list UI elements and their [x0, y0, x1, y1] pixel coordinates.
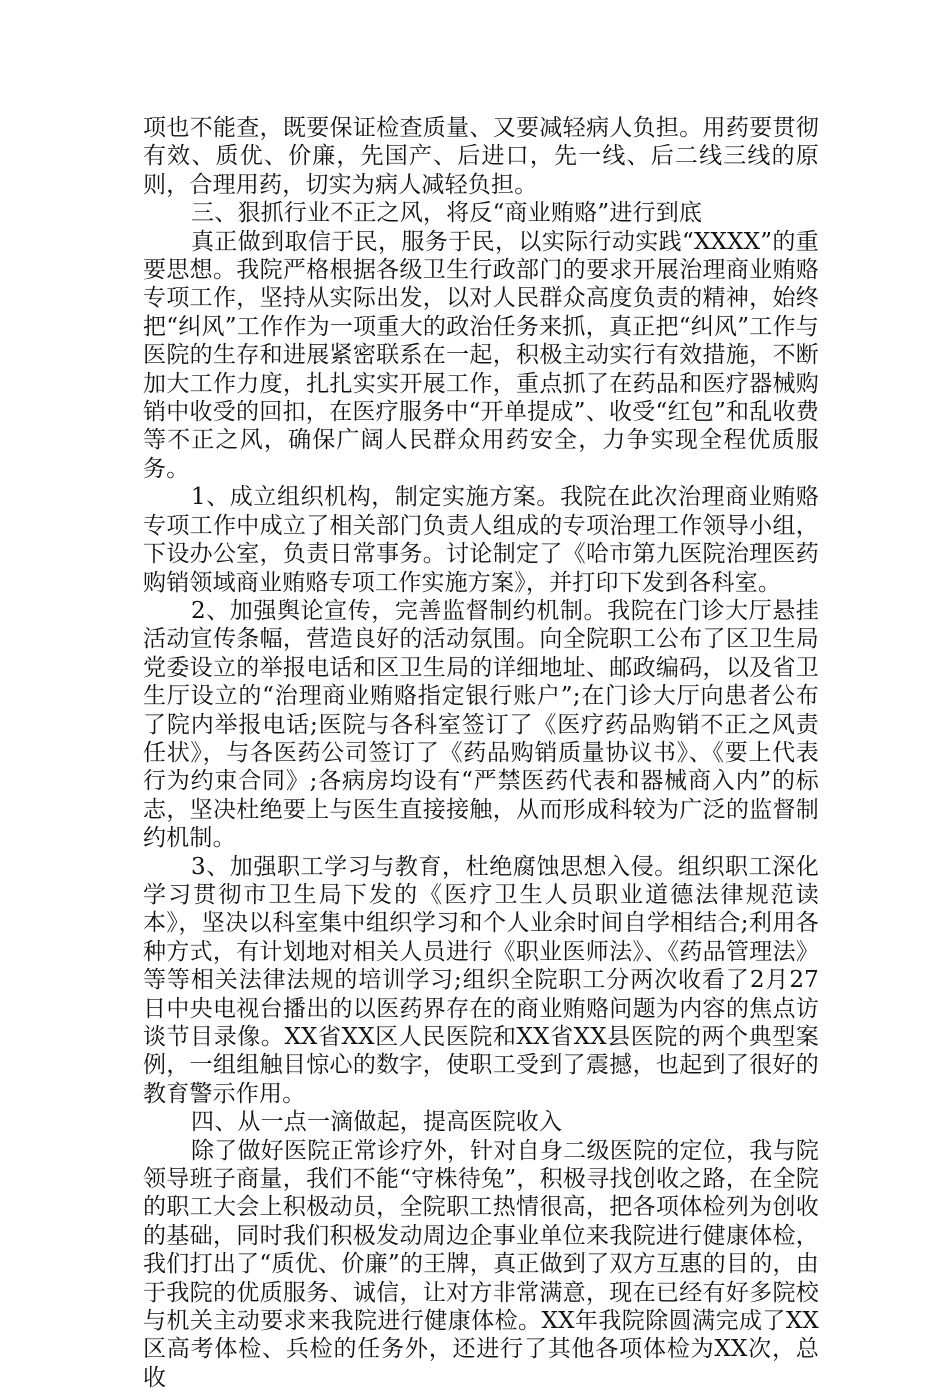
- section-heading-three: 三、狠抓行业不正之风，将反“商业贿赂”进行到底: [191, 200, 703, 227]
- paragraph-anti-bribery: 真正做到取信于民，服务于民，以实际行动实践“XXXX”的重要思想。我院严格根据各级卫生行政部门的要求开展治理商业贿赂专项工作，坚持从实际出发，以对人民群众高度负责的精神，始终把“纠风”工作作为一项重大的政治任务来抓，真正把“纠风”工作与医院的生存和进展紧密联系在一起，积极主动实行有效措施，不断加大工作力度，扎扎实实开展工作，重点抓了在药品和医疗器械购销中收受的回扣，在医疗服务中“开单提成”、收受“红包”和乱收费等不正之风，确保广阔人民群众用药安全，力争实现全程优质服务。: [143, 228, 819, 482]
- paragraph-item-3: 3、加强职工学习与教育，杜绝腐蚀思想入侵。组织职工深化学习贯彻市卫生局下发的《医疗卫生人员职业道德法律规范读本》，坚决以科室集中组织学习和个人业余时间自学相结合;利用各种方式，有计划地对相关人员进行《职业医师法》、《药品管理法》等等相关法律法规的培训学习;组织全院职工分两次收看了2月27日中央电视台播出的以医药界存在的商业贿赂问题为内容的焦点访谈节目录像。XX省XX区人民医院和XX省XX县医院的两个典型案例，一组组触目惊心的数字，使职工受到了震撼，也起到了很好的教育警示作用。: [143, 853, 819, 1107]
- paragraph-income: 除了做好医院正常诊疗外，针对自身二级医院的定位，我与院领导班子商量，我们不能“守株待兔”，积极寻找创收之路，在全院的职工大会上积极动员，全院职工热情很高，把各项体检列为创收的基础，同时我们积极发动周边企事业单位来我院进行健康体检，我们打出了“质优、价廉”的王牌，真正做到了双方互惠的目的，由于我院的优质服务、诚信，让对方非常满意，现在已经有好多院校与机关主动要求来我院进行健康体检。XX年我院除圆满完成了XX区高考体检、兵检的任务外，还进行了其他各项体检为XX次，总收: [143, 1137, 819, 1391]
- paragraph-item-1: 1、成立组织机构，制定实施方案。我院在此次治理商业贿赂专项工作中成立了相关部门负责人组成的专项治理工作领导小组，下设办公室，负责日常事务。讨论制定了《哈市第九医院治理医药购销领域商业贿赂专项工作实施方案》，并打印下发到各科室。: [143, 484, 819, 596]
- paragraph-item-2: 2、加强舆论宣传，完善监督制约机制。我院在门诊大厅悬挂活动宣传条幅，营造良好的活动氛围。向全院职工公布了区卫生局党委设立的举报电话和区卫生局的详细地址、邮政编码，以及省卫生厅设立的“治理商业贿赂指定银行账户”;在门诊大厅向患者公布了院内举报电话;医院与各科室签订了《医疗药品购销不正之风责任状》，与各医药公司签订了《药品购销质量协议书》、《要上代表行为约束合同》;各病房均设有“严禁医药代表和器械商入内”的标志，坚决杜绝要上与医生直接接触，从而形成科较为广泛的监督制约机制。: [143, 597, 819, 852]
- document-body: [143, 114, 819, 1392]
- section-heading-four: 四、从一点一滴做起，提高医院收入: [191, 1109, 563, 1136]
- paragraph-continuation: 项也不能查，既要保证检查质量、又要减轻病人负担。用药要贯彻有效、质优、价廉，先国产、后进口，先一线、后二线三线的原则，合理用药，切实为病人减轻负担。: [143, 115, 819, 198]
